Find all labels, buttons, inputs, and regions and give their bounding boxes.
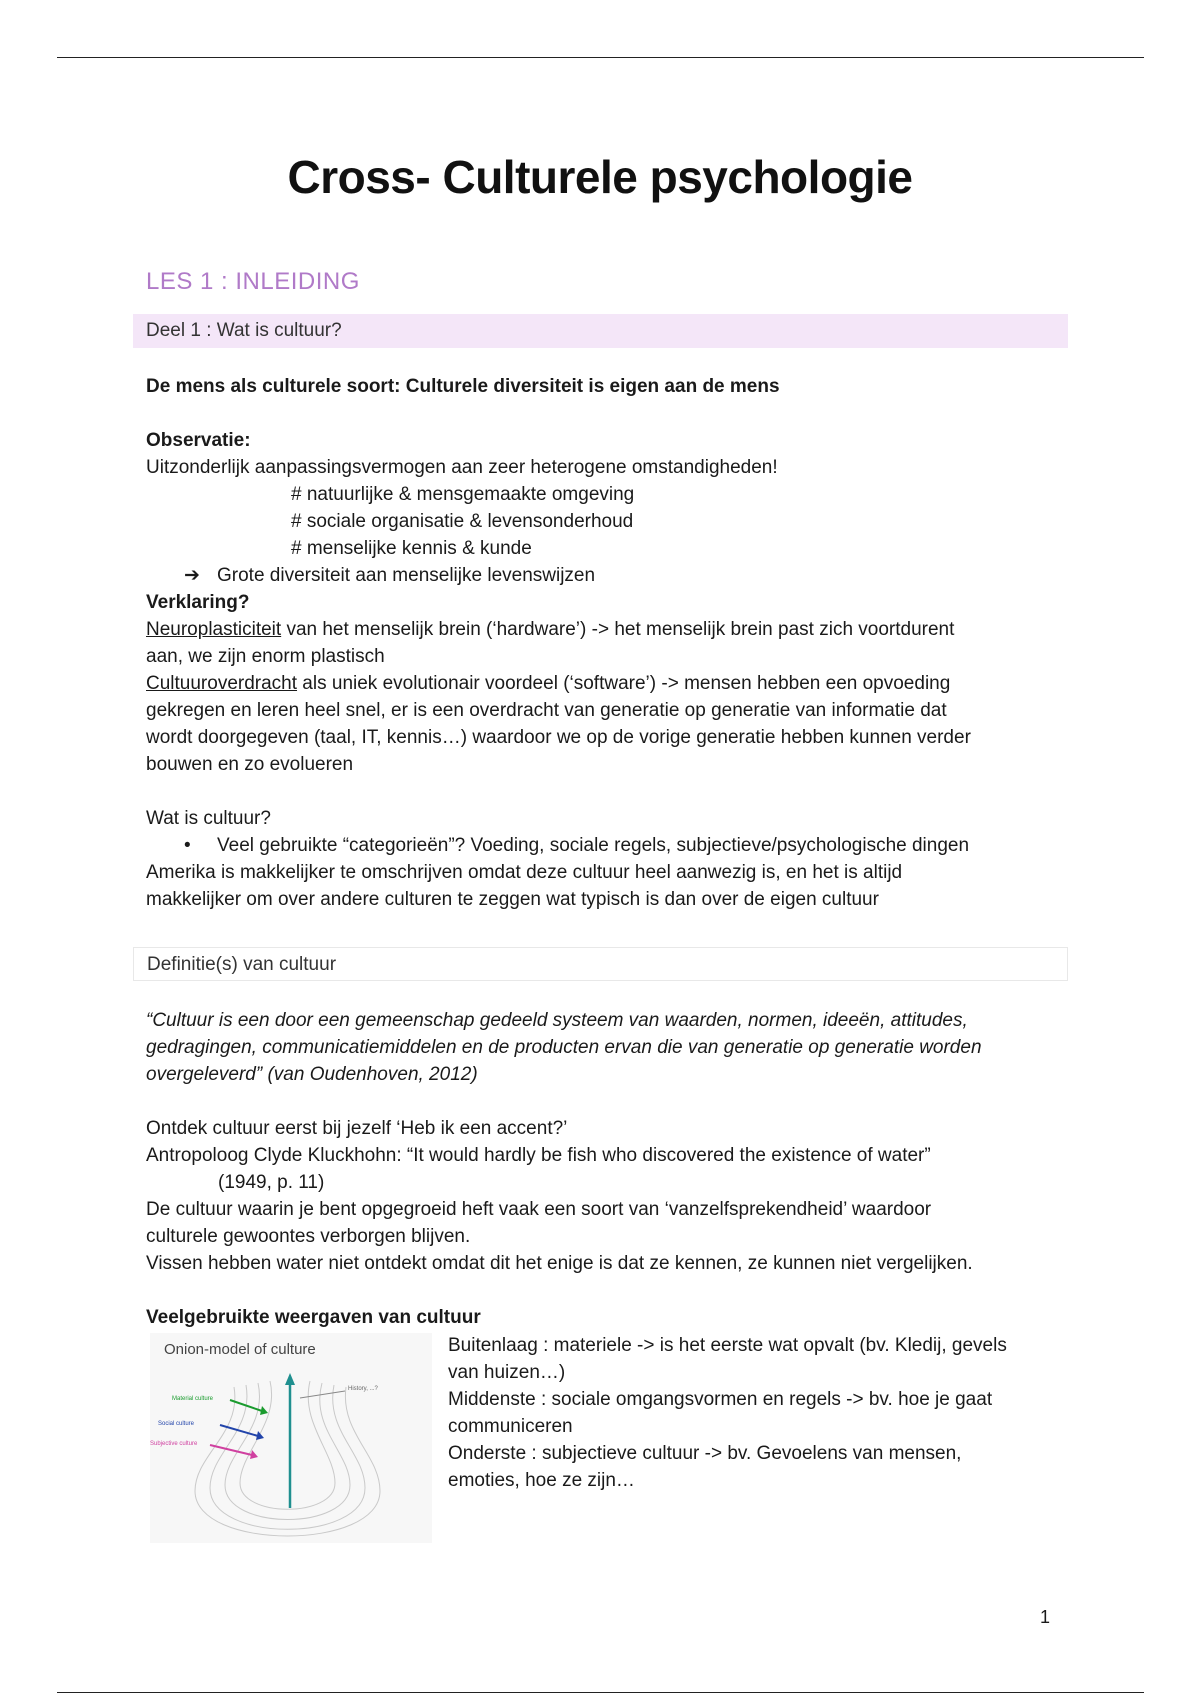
- cultuur-waarin-line-2: culturele gewoontes verborgen blijven.: [146, 1226, 471, 1247]
- section-heading-definities: Definitie(s) van cultuur: [133, 947, 1068, 981]
- material-culture-label: Material culture: [172, 1396, 214, 1402]
- heading-mens-als-culturele-soort: De mens als culturele soort: Culturele diversiteit is eigen aan de mens: [146, 376, 780, 397]
- layer-line: Middenste : sociale omgangsvormen en regels -> bv. hoe je gaat: [448, 1389, 993, 1410]
- cultuur-line-4: bouwen en zo evolueren: [146, 754, 354, 775]
- layer-line: communiceren: [448, 1416, 573, 1437]
- bullet-item: [146, 832, 1046, 859]
- onion-model-label: Onion-model of culture: [164, 1341, 316, 1358]
- neuro-line-2: aan, we zijn enorm plastisch: [146, 646, 385, 667]
- document-title: Cross- Culturele psychologie: [287, 151, 913, 203]
- neuro-text: van het menselijk brein (‘hardware’) -> het menselijk brein past zich voortdurent: [281, 619, 955, 640]
- hash-item: # sociale organisatie & levensonderhoud: [291, 511, 634, 532]
- layer-line: Onderste : subjectieve cultuur -> bv. Gevoelens van mensen,: [448, 1443, 962, 1464]
- heading-veelgebruikte-weergaven: Veelgebruikte weergaven van cultuur: [146, 1307, 481, 1328]
- antropoloog-year: (1949, p. 11): [218, 1172, 325, 1193]
- subjective-culture-label: Subjective culture: [150, 1441, 198, 1447]
- bullet-icon: •: [184, 835, 191, 856]
- social-culture-label: Social culture: [158, 1421, 195, 1427]
- history-label: History, ...?: [348, 1386, 378, 1392]
- quote-end: overgeleverd”: [146, 1064, 263, 1085]
- hash-item: # natuurlijke & mensgemaakte omgeving: [291, 484, 635, 505]
- arrow-right-icon: ➔: [184, 565, 200, 586]
- bullet-text: Veel gebruikte “categorieën”? Voeding, sociale regels, subjectieve/psychologische dingen: [217, 835, 970, 856]
- observatie-text: Uitzonderlijk aanpassingsvermogen aan zeer heterogene omstandigheden!: [146, 457, 778, 478]
- top-rule: [57, 57, 1144, 58]
- bottom-rule: [57, 1692, 1144, 1693]
- neuroplasticiteit-term: Neuroplasticiteit: [146, 619, 282, 640]
- amerika-line-2: makkelijker om over andere culturen te zeggen wat typisch is dan over de eigen cultuur: [146, 889, 879, 910]
- arrow-item: [146, 562, 1046, 589]
- quote-line-1: “Cultuur is een door een gemeenschap gedeeld systeem van waarden, normen, ideeën, attitudes,: [146, 1010, 968, 1031]
- antropoloog-line: Antropoloog Clyde Kluckhohn: “It would hardly be fish who discovered the existence of water”: [146, 1145, 931, 1166]
- cultuur-waarin-line-1: De cultuur waarin je bent opgegroeid heft vaak een soort van ‘vanzelfsprekendheid’ waardoor: [146, 1199, 932, 1220]
- onion-model-figure: [150, 1333, 432, 1543]
- amerika-line-1: Amerika is makkelijker te omschrijven omdat deze cultuur heel aanwezig is, en het is altijd: [146, 862, 903, 883]
- cultuur-text: als uniek evolutionair voordeel (‘software’) -> mensen hebben een opvoeding: [297, 673, 951, 694]
- hash-item: # menselijke kennis & kunde: [291, 538, 532, 559]
- vissen-line: Vissen hebben water niet ontdekt omdat dit het enige is dat ze kennen, ze kunnen niet vergelijken.: [146, 1253, 973, 1274]
- layer-line: van huizen…): [448, 1362, 566, 1383]
- verklaring-label: Verklaring?: [146, 592, 250, 613]
- layer-line: emoties, hoe ze zijn…: [448, 1470, 635, 1491]
- chapter-heading: LES 1 : INLEIDING: [146, 268, 360, 295]
- wat-is-cultuur-question: Wat is cultuur?: [146, 808, 271, 829]
- onion-diagram: [150, 1333, 432, 1543]
- arrow-item-text: Grote diversiteit aan menselijke levenswijzen: [217, 565, 596, 586]
- cultuur-line-2: gekregen en leren heel snel, er is een overdracht van generatie op generatie van informatie dat: [146, 700, 947, 721]
- body-block-2: [146, 1007, 1046, 1331]
- section-heading-wat-is-cultuur: Deel 1 : Wat is cultuur?: [133, 314, 1068, 348]
- cultuur-line: [146, 670, 1046, 697]
- neuro-line: [146, 616, 1046, 643]
- onion-layers-description: [448, 1332, 1068, 1494]
- cultuur-line-3: wordt doorgegeven (taal, IT, kennis…) waardoor we op de vorige generatie hebben kunnen verder: [146, 727, 971, 748]
- quote-line-2: gedragingen, communicatiemiddelen en de producten ervan die van generatie op generatie worden: [146, 1037, 982, 1058]
- observatie-label: Observatie:: [146, 430, 251, 451]
- layer-line: Buitenlaag : materiele -> is het eerste wat opvalt (bv. Kledij, gevels: [448, 1335, 1007, 1356]
- page-number: 1: [1040, 1607, 1051, 1627]
- body-block-1: [146, 373, 1046, 913]
- cultuuroverdracht-term: Cultuuroverdracht: [146, 673, 298, 694]
- quote-line-3: [146, 1061, 1046, 1088]
- quote-source: (van Oudenhoven, 2012): [262, 1064, 478, 1085]
- ontdek-line: Ontdek cultuur eerst bij jezelf ‘Heb ik een accent?’: [146, 1118, 568, 1139]
